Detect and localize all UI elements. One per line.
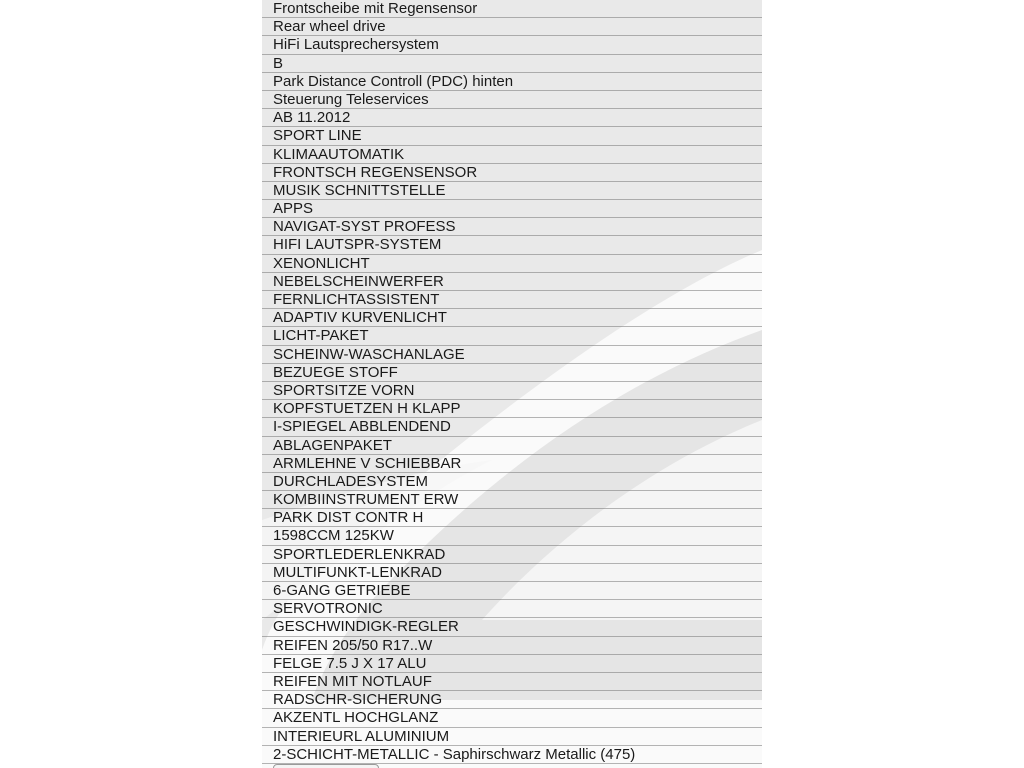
feature-item: 6-GANG GETRIEBE [262, 582, 762, 600]
feature-item: REIFEN 205/50 R17..W [262, 637, 762, 655]
feature-item: KOPFSTUETZEN H KLAPP [262, 400, 762, 418]
feature-item: AKZENTL HOCHGLANZ [262, 709, 762, 727]
feature-item: MUSIK SCHNITTSTELLE [262, 182, 762, 200]
feature-item: AB 11.2012 [262, 109, 762, 127]
feature-item: GESCHWINDIGK-REGLER [262, 618, 762, 636]
feature-item: RADSCHR-SICHERUNG [262, 691, 762, 709]
feature-item: APPS [262, 200, 762, 218]
feature-item: SPORT LINE [262, 127, 762, 145]
feature-item: MULTIFUNKT-LENKRAD [262, 564, 762, 582]
feature-list [262, 0, 762, 764]
feature-item: I-SPIEGEL ABBLENDEND [262, 418, 762, 436]
feature-item: INTERIEURL ALUMINIUM [262, 728, 762, 746]
feature-item: HIFI LAUTSPR-SYSTEM [262, 236, 762, 254]
feature-item: Frontscheibe mit Regensensor [262, 0, 762, 18]
feature-item: HiFi Lautsprechersystem [262, 36, 762, 54]
feature-item: B [262, 55, 762, 73]
feature-item: ABLAGENPAKET [262, 437, 762, 455]
more-button[interactable] [273, 764, 379, 768]
feature-item: DURCHLADESYSTEM [262, 473, 762, 491]
feature-item: KOMBIINSTRUMENT ERW [262, 491, 762, 509]
feature-item: Rear wheel drive [262, 18, 762, 36]
feature-item: NEBELSCHEINWERFER [262, 273, 762, 291]
feature-item: PARK DIST CONTR H [262, 509, 762, 527]
feature-item: SPORTSITZE VORN [262, 382, 762, 400]
feature-item: SCHEINW-WASCHANLAGE [262, 346, 762, 364]
feature-item: Steuerung Teleservices [262, 91, 762, 109]
feature-item: BEZUEGE STOFF [262, 364, 762, 382]
feature-item: 2-SCHICHT-METALLIC - Saphirschwarz Metallic (475) [262, 746, 762, 764]
feature-item: FELGE 7.5 J X 17 ALU [262, 655, 762, 673]
feature-item: NAVIGAT-SYST PROFESS [262, 218, 762, 236]
feature-item: FERNLICHTASSISTENT [262, 291, 762, 309]
feature-item: ARMLEHNE V SCHIEBBAR [262, 455, 762, 473]
feature-item: 1598CCM 125KW [262, 527, 762, 545]
feature-item: XENONLICHT [262, 255, 762, 273]
feature-item: SERVOTRONIC [262, 600, 762, 618]
feature-item: KLIMAAUTOMATIK [262, 146, 762, 164]
feature-item: FRONTSCH REGENSENSOR [262, 164, 762, 182]
feature-item: ADAPTIV KURVENLICHT [262, 309, 762, 327]
equipment-panel [262, 0, 762, 768]
feature-item: SPORTLEDERLENKRAD [262, 546, 762, 564]
feature-item: LICHT-PAKET [262, 327, 762, 345]
feature-item: REIFEN MIT NOTLAUF [262, 673, 762, 691]
feature-item: Park Distance Controll (PDC) hinten [262, 73, 762, 91]
